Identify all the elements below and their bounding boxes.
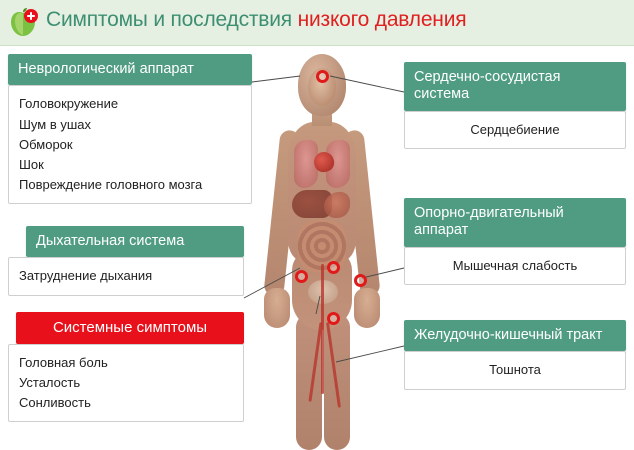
marker-abdomen: [327, 312, 340, 325]
panel-respiratory-title: Дыхательная система: [26, 226, 244, 257]
page-title-plain: Симптомы и последствия: [46, 8, 298, 31]
list-item: Повреждение головного мозга: [19, 176, 203, 192]
marker-heart: [327, 261, 340, 274]
panel-cardiovascular-title: Сердечно-сосудистая система: [404, 62, 626, 111]
leader-lines: [0, 46, 634, 449]
list-item: Сердцебиение: [470, 121, 560, 137]
panel-systemic-title: Системные симптомы: [16, 312, 244, 344]
marker-head: [316, 70, 329, 83]
marker-muscle: [354, 274, 367, 287]
list-item: Головокружение: [19, 96, 119, 112]
diagram-stage: [0, 46, 634, 449]
list-item: Головная боль: [19, 355, 108, 370]
list-item: Шум в ушах: [19, 116, 91, 132]
list-item: Затруднение дыхания: [19, 268, 153, 284]
panel-musculoskeletal-title: Опорно-двигательный аппарат: [404, 198, 626, 247]
panel-gastrointestinal-title: Желудочно-кишечный тракт: [404, 320, 626, 351]
page-title-highlight: низкого давления: [297, 8, 467, 31]
list-item: Сонливость: [19, 395, 91, 411]
list-item: Усталость: [19, 375, 81, 391]
panel-neurological-title: Неврологический аппарат: [8, 54, 252, 85]
page-header: [0, 0, 634, 46]
list-item: Обморок: [19, 136, 73, 152]
list-item: Тошнота: [489, 362, 541, 378]
list-item: Мышечная слабость: [452, 257, 578, 273]
marker-lung: [295, 270, 308, 283]
page-title: [46, 8, 466, 32]
list-item: Шок: [19, 156, 44, 172]
apple-medical-cross-logo: [8, 8, 40, 38]
